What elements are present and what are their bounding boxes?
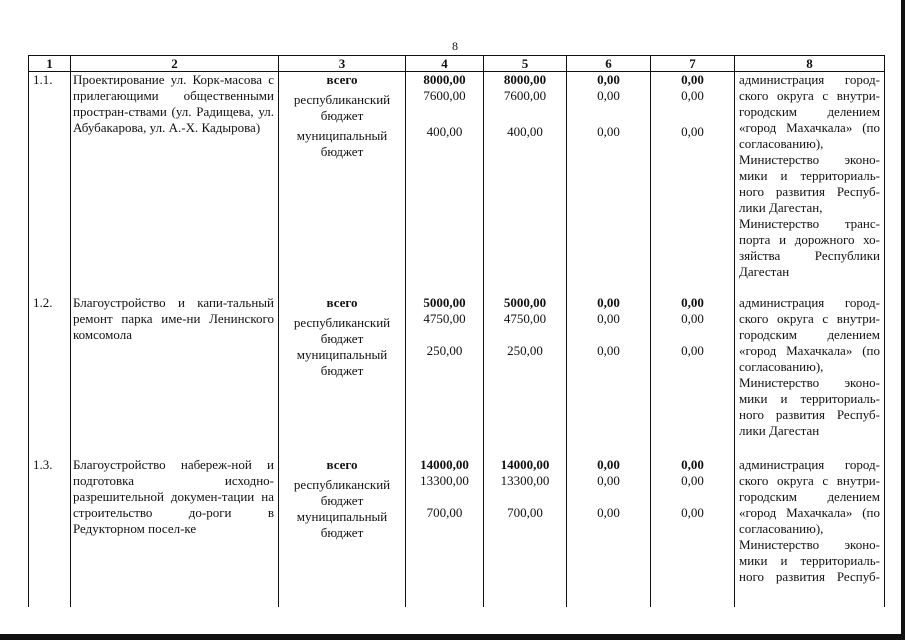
- column-header-3: 3: [279, 56, 406, 72]
- responsible-line: Министерство транс-: [739, 216, 880, 231]
- responsible-line: мики и территориаль-: [739, 553, 880, 568]
- value-total: 5000,00: [423, 295, 466, 310]
- column-4-values: [406, 295, 484, 457]
- responsible-line: Министерство эконо-: [739, 152, 880, 167]
- value-republican: 4750,00: [503, 311, 547, 326]
- source-municipal: муниципальный бюджет: [296, 128, 388, 159]
- column-6-values: [567, 295, 651, 457]
- responsible-line: «город Махачкала» (по: [739, 505, 880, 520]
- column-5-values: [484, 295, 567, 457]
- value-municipal: 0,00: [597, 343, 620, 358]
- responsible-line: ного развития Респуб-: [739, 184, 880, 199]
- responsible-executors: [735, 457, 885, 607]
- value-municipal: 250,00: [507, 343, 543, 358]
- source-republican: республиканский бюджет: [293, 315, 391, 346]
- value-municipal: 0,00: [597, 505, 620, 520]
- responsible-line: администрация город-: [739, 457, 880, 472]
- column-7-values: [651, 457, 735, 607]
- source-municipal: муниципальный бюджет: [296, 509, 388, 540]
- table-row: [29, 295, 885, 457]
- funding-sources: [279, 457, 406, 607]
- column-header-1: 1: [29, 56, 71, 72]
- row-number: 1.3.: [29, 457, 71, 607]
- column-6-values: [567, 72, 651, 296]
- value-total: 0,00: [681, 295, 704, 310]
- value-republican: 0,00: [597, 311, 620, 326]
- page-number: 8: [452, 39, 458, 53]
- column-7-values: [651, 72, 735, 296]
- column-5-values: [484, 457, 567, 607]
- column-4-values: [406, 72, 484, 296]
- table-row: [29, 457, 885, 607]
- value-total: 8000,00: [423, 72, 466, 87]
- source-republican: республиканский бюджет: [293, 92, 391, 123]
- responsible-line: Министерство эконо-: [739, 537, 880, 552]
- column-header-7: 7: [651, 56, 735, 72]
- responsible-line: городским делением: [739, 327, 880, 342]
- value-republican: 7600,00: [423, 88, 466, 103]
- column-6-values: [567, 457, 651, 607]
- value-republican: 7600,00: [503, 88, 547, 103]
- value-total: 0,00: [597, 295, 620, 310]
- value-municipal: 0,00: [681, 505, 704, 520]
- responsible-line: ского округа с внутри-: [739, 473, 880, 488]
- value-republican: 0,00: [681, 88, 704, 103]
- responsible-line: администрация город-: [739, 295, 880, 310]
- value-total: 0,00: [681, 72, 704, 87]
- value-republican: 0,00: [681, 473, 704, 488]
- value-republican: 13300,00: [500, 473, 550, 488]
- value-municipal: 700,00: [507, 505, 543, 520]
- value-municipal: 400,00: [426, 124, 463, 139]
- responsible-line: порта и дорожного хо-: [739, 232, 880, 247]
- activity-name: Благоустройство набереж-ной и подготовка исходно-разрешительной докумен-тации на строительство до-роги в Редукторном посел-ке: [71, 457, 279, 607]
- responsible-line: мики и территориаль-: [739, 391, 880, 406]
- value-total: 8000,00: [503, 72, 547, 87]
- responsible-line: «город Махачкала» (по: [739, 343, 880, 358]
- responsible-line: «город Махачкала» (по: [739, 120, 880, 135]
- source-republican: республиканский бюджет: [293, 477, 391, 508]
- table-row: [29, 72, 885, 296]
- value-total: 0,00: [681, 457, 704, 472]
- source-municipal: муниципальный бюджет: [296, 347, 388, 378]
- responsible-executors: [735, 295, 885, 457]
- responsible-line: ского округа с внутри-: [739, 311, 880, 326]
- responsible-line: мики и территориаль-: [739, 168, 880, 183]
- column-header-6: 6: [567, 56, 651, 72]
- column-header-4: 4: [406, 56, 484, 72]
- value-republican: 0,00: [597, 473, 620, 488]
- responsible-line: согласованию),: [739, 521, 824, 536]
- value-republican: 4750,00: [423, 311, 466, 326]
- responsible-line: зяйства Республики: [739, 248, 880, 263]
- column-4-values: [406, 457, 484, 607]
- source-total: всего: [326, 295, 358, 310]
- value-total: 14000,00: [500, 457, 550, 472]
- responsible-line: ского округа с внутри-: [739, 88, 880, 103]
- activity-name: Проектирование ул. Корк-масова с прилегающими общественными простран-ствами (ул. Радищева, ул. Абубакарова, ул. А.-Х. Кадырова): [71, 72, 279, 296]
- value-total: 0,00: [597, 72, 620, 87]
- value-municipal: 250,00: [426, 343, 463, 358]
- value-municipal: 0,00: [681, 343, 704, 358]
- scan-border-right: [901, 0, 905, 640]
- value-total: 0,00: [597, 457, 620, 472]
- row-number: 1.2.: [29, 295, 71, 457]
- program-table: [28, 55, 885, 607]
- column-7-values: [651, 295, 735, 457]
- funding-sources: [279, 72, 406, 296]
- responsible-line: городским делением: [739, 489, 880, 504]
- column-header-2: 2: [71, 56, 279, 72]
- responsible-line: Министерство эконо-: [739, 375, 880, 390]
- value-republican: 0,00: [597, 88, 620, 103]
- responsible-line: лики Дагестан: [739, 423, 820, 438]
- responsible-line: лики Дагестан,: [739, 200, 823, 215]
- responsible-line: ного развития Респуб-: [739, 407, 880, 422]
- responsible-line: Дагестан: [739, 264, 790, 279]
- value-municipal: 400,00: [507, 124, 543, 139]
- source-total: всего: [326, 457, 358, 472]
- column-header-5: 5: [484, 56, 567, 72]
- value-total: 14000,00: [420, 457, 469, 472]
- scan-border-bottom: [0, 634, 905, 640]
- value-municipal: 0,00: [597, 124, 620, 139]
- funding-sources: [279, 295, 406, 457]
- responsible-line: согласованию),: [739, 359, 824, 374]
- value-total: 5000,00: [503, 295, 547, 310]
- value-municipal: 0,00: [681, 124, 704, 139]
- value-municipal: 700,00: [426, 505, 463, 520]
- source-total: всего: [326, 72, 358, 87]
- column-5-values: [484, 72, 567, 296]
- responsible-line: администрация город-: [739, 72, 880, 87]
- column-header-8: 8: [735, 56, 885, 72]
- row-number: 1.1.: [29, 72, 71, 296]
- responsible-line: городским делением: [739, 104, 880, 119]
- value-republican: 13300,00: [420, 473, 469, 488]
- activity-name: Благоустройство и капи-тальный ремонт парка име-ни Ленинского комсомола: [71, 295, 279, 457]
- responsible-executors: [735, 72, 885, 296]
- value-republican: 0,00: [681, 311, 704, 326]
- table-header-row: [29, 56, 885, 72]
- responsible-line: согласованию),: [739, 136, 824, 151]
- responsible-line: ного развития Респуб-: [739, 569, 880, 584]
